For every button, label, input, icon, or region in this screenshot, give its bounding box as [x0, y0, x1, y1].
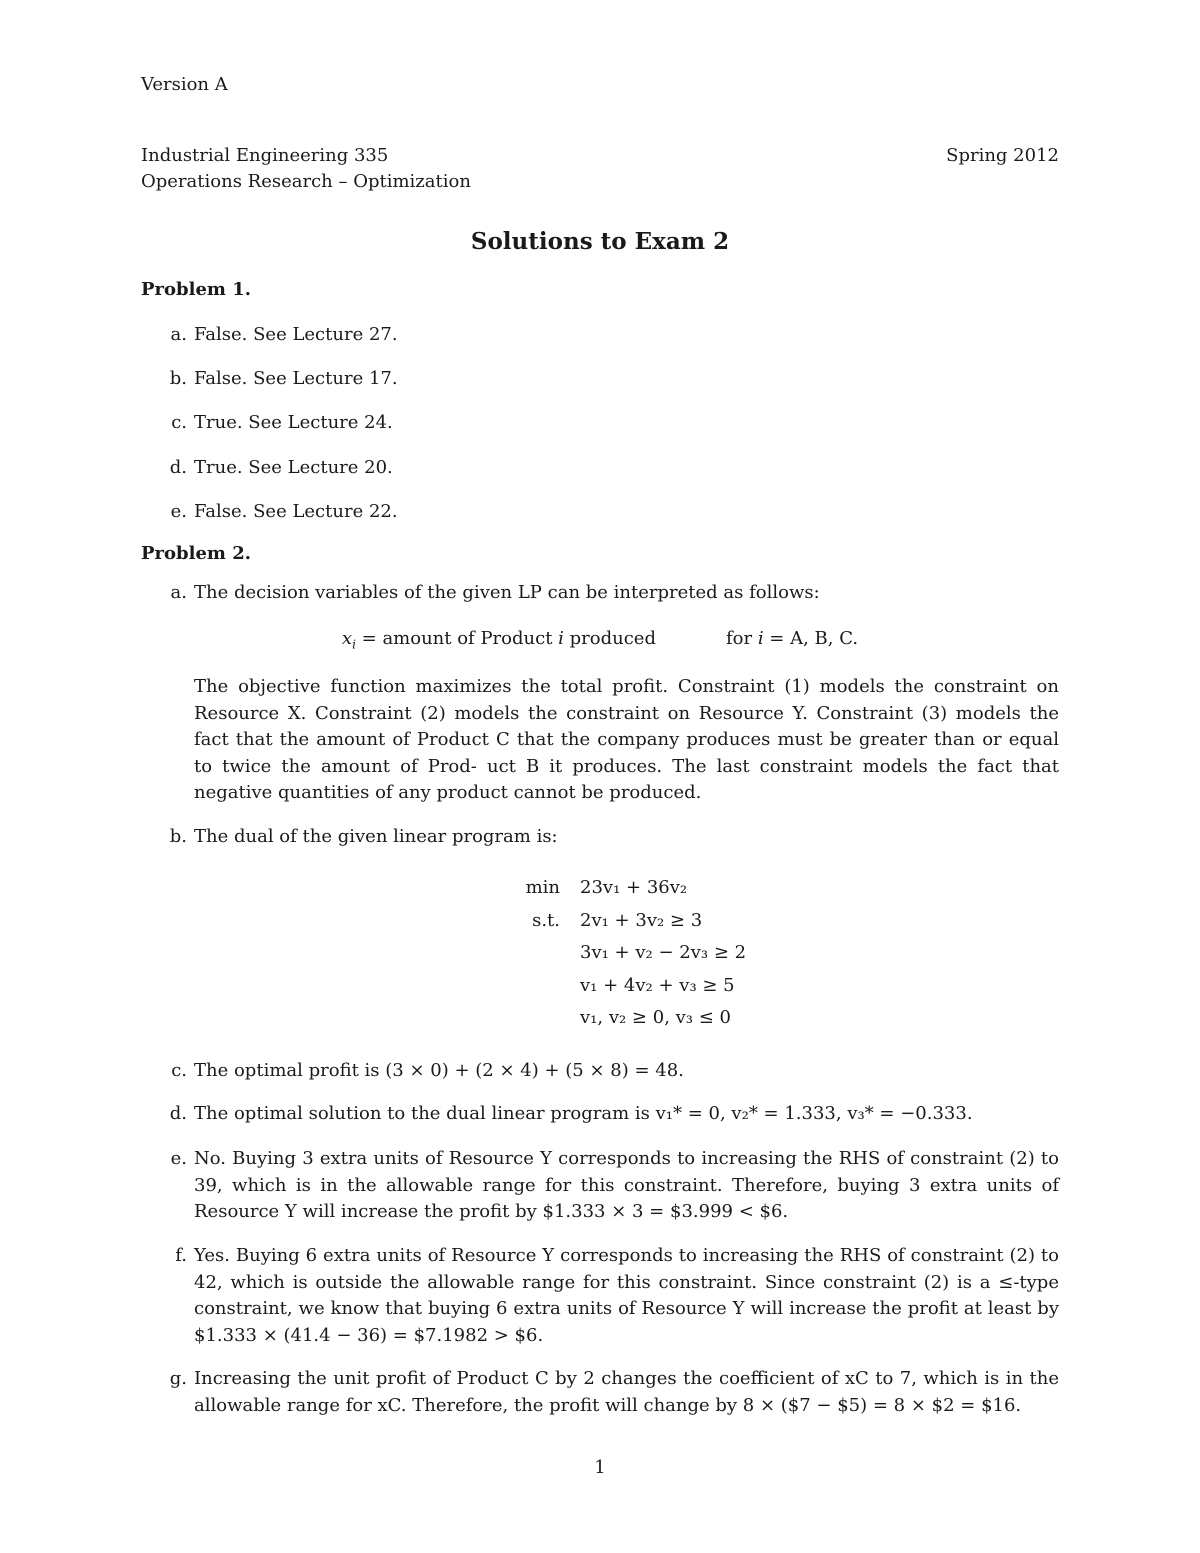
dual-objective-row: [505, 872, 746, 905]
eq-def: = amount of Product: [355, 628, 559, 649]
item-label: c.: [171, 412, 187, 433]
item-label: g.: [169, 1368, 187, 1389]
item-text: True. See Lecture 20.: [194, 457, 393, 478]
eq-for: for: [725, 628, 758, 649]
item-label: d.: [169, 1103, 187, 1124]
problem-2-heading: Problem 2.: [141, 543, 252, 564]
eq-i: i: [558, 628, 564, 649]
eq-range: = A, B, C.: [763, 628, 859, 649]
eq-produced: produced: [563, 628, 656, 649]
dual-sign-constraint: v₁, v₂ ≥ 0, v₃ ≤ 0: [580, 1007, 731, 1029]
dual-objective: 23v₁ + 36v₂: [580, 877, 688, 899]
dual-constraint: 2v₁ + 3v₂ ≥ 3: [580, 909, 703, 931]
item-text: False. See Lecture 22.: [194, 501, 398, 522]
eq-for-i: i: [757, 628, 764, 649]
dual-constraint-row: [505, 1002, 746, 1035]
item-label: b.: [169, 826, 187, 847]
item-text: The optimal profit is (3 × 0) + (2 × 4) + (5 × 8) = 48.: [194, 1060, 684, 1081]
item-text: Increasing the unit profit of Product C by 2 changes the coefficient of xC to 7, which is in the allowable range for xC. Therefore, the profit will change by 8 × ($7 − $5) = 8 × $2 = $16.: [194, 1368, 1059, 1416]
item-text: False. See Lecture 17.: [194, 368, 398, 389]
item-text: True. See Lecture 24.: [194, 412, 393, 433]
item-label: b.: [169, 368, 187, 389]
course-subtitle: Operations Research – Optimization: [141, 171, 471, 192]
item-label: a.: [170, 582, 187, 603]
item-label: c.: [171, 1060, 187, 1081]
eq-var: x: [341, 628, 353, 649]
problem-1-heading: Problem 1.: [141, 279, 252, 300]
item-label: e.: [170, 1148, 187, 1169]
st-label: s.t.: [532, 909, 560, 931]
item-label: e.: [170, 501, 187, 522]
dual-constraint: 3v₁ + v₂ − 2v₃ ≥ 2: [580, 942, 747, 964]
item-label: f.: [175, 1245, 187, 1266]
item-text: No. Buying 3 extra units of Resource Y corresponds to increasing the RHS of constraint (2) to 39, which is in the allowable range for this constraint. Therefore, buying 3 extra units of Resource Y will increase the profit by $1.333 × 3 = $3.999 < $6.: [194, 1148, 1059, 1222]
version-label: Version A: [141, 74, 228, 95]
item-label: d.: [169, 457, 187, 478]
item-text: The decision variables of the given LP can be interpreted as follows:: [194, 582, 820, 603]
semester: Spring 2012: [946, 145, 1059, 166]
decision-variable-equation: [0, 626, 1200, 653]
course-title: Industrial Engineering 335: [141, 145, 389, 166]
dual-constraint-row: [505, 905, 746, 938]
dual-constraint-row: [505, 970, 746, 1003]
item-text: The optimal solution to the dual linear program is v₁* = 0, v₂* = 1.333, v₃* = −0.333.: [194, 1103, 973, 1124]
eq-sub: i: [352, 637, 356, 652]
page-title: Solutions to Exam 2: [470, 228, 730, 255]
explanation-text: The objective function maximizes the total profit. Constraint (1) models the constraint on Resource X. Constraint (2) models the constraint on Resource Y. Constraint (3) models the fact that the amount of Product C that the company produces must be greater than or equal to twice the amount of Prod- uct B it produces. The last constraint models the fact that negative quantities of any product cannot be produced.: [194, 676, 1059, 803]
page-number: 1: [594, 1457, 606, 1478]
item-text: The dual of the given linear program is:: [194, 826, 558, 847]
min-label: min: [525, 877, 560, 899]
item-text: False. See Lecture 27.: [194, 324, 398, 345]
dual-constraint: v₁ + 4v₂ + v₃ ≥ 5: [580, 974, 735, 996]
item-text: Yes. Buying 6 extra units of Resource Y corresponds to increasing the RHS of constraint (2) to 42, which is outside the allowable range for this constraint. Since constraint (2) is a ≤-type constraint, we know that buying 6 extra units of Resource Y will increase the profit at least by $1.333 × (41.4 − 36) = $7.1982 > $6.: [194, 1245, 1059, 1346]
dual-program: [505, 872, 746, 1035]
dual-constraint-row: [505, 937, 746, 970]
item-label: a.: [170, 324, 187, 345]
